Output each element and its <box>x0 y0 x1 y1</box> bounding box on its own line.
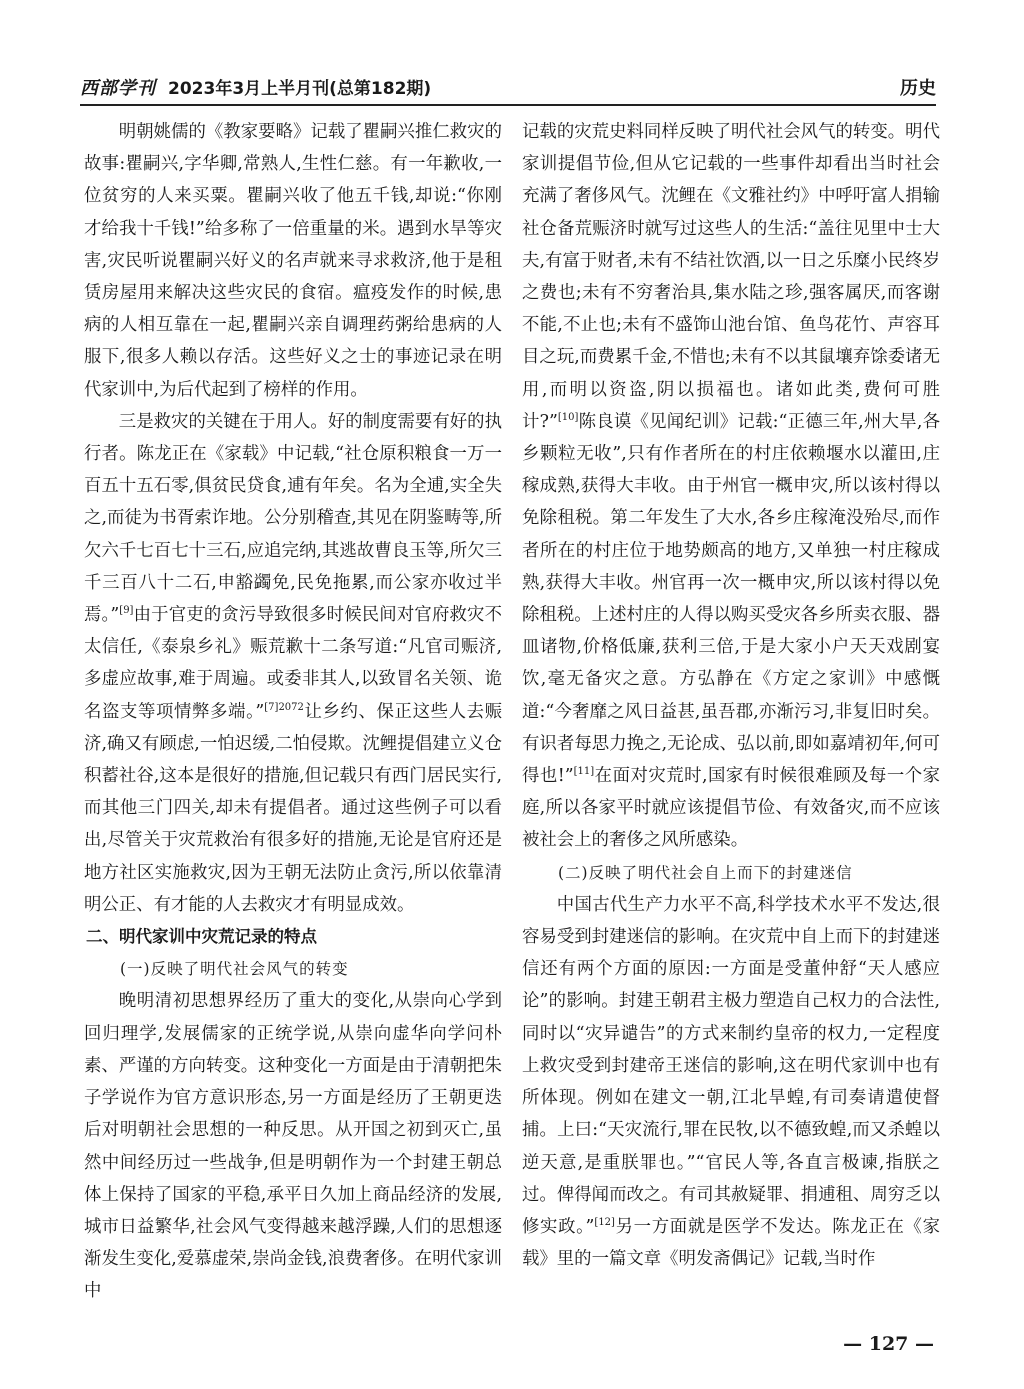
citation: [12] <box>594 1217 615 1229</box>
section-label: 历史 <box>900 78 936 99</box>
paragraph-text: 中国古代生产力水平不高,科学技术水平不发达,很容易受到封建迷信的影响。在灾荒中自上而下的封建迷信还有两个方面的原因:一方面是受董仲舒“天人感应论”的影响。封建王朝君主极力塑造自己权力的合法性,同时以“灾异谴告”的方式来制约皇帝的权力,一定程度上救灾受到封建帝王迷信的影响,这在明代家训中也有所体现。例如在建文一朝,江北旱蝗,有司奏请遣使督捕。上曰:“天灾流行,罪在民牧,以不德致蝗,而又杀蝗以逆天意,是重朕罪也。”“官民人等,各直言极谏,指朕之过。俾得闻而改之。有司其赦疑罪、捐逋租、周穷乏以修实政。” <box>522 894 940 1237</box>
citation: [9] <box>119 605 134 617</box>
paragraph-text: 让乡约、保正这些人去赈济,确又有顾虑,一怕迟缓,二怕侵欺。沈鲤提倡建立义仓积蓄社谷,这本是很好的措施,但记载只有西门居民实行,而其他三门四关,却未有提倡者。通过这些例子可以看出,尽管关于灾荒救治有很多好的措施,无论是官府还是地方社区实施救灾,因为王朝无法防止贪污,所以依靠清明公正、有才能的人去救灾才有明显成效。 <box>84 701 502 915</box>
journal-logo: 西部学刊 <box>80 78 156 99</box>
paragraph-text: 由于官吏的贪污导致很多时候民间对官府救灾不太信任,《泰泉乡礼》赈荒歉十二条写道:“凡官司赈济,多虚应故事,难于周遍。或委非其人,以致冒名关领、诡名盗支等项情弊多端。” <box>84 605 502 722</box>
paragraph-text: 另一方面就是医学不发达。陈龙正在《家载》里的一篇文章《明发斋偶记》记载,当时作 <box>522 1216 940 1270</box>
left-column <box>84 116 502 1308</box>
subsection-heading: (二)反映了明代社会自上而下的封建迷信 <box>558 863 853 882</box>
right-column <box>522 116 940 1275</box>
paragraph-text: 陈良谟《见闻纪训》记载:“正德三年,州大旱,各乡颗粒无收”,只有作者所在的村庄依赖堰水以灌田,庄稼成熟,获得大丰收。由于州官一概申灾,所以该村得以免除租税。第二年发生了大水,各乡庄稼淹没殆尽,而作者所在的村庄位于地势颇高的地方,又单独一村庄稼成熟,获得大丰收。州官再一次一概申灾,所以该村得以免除租税。上述村庄的人得以购买受灾各乡所卖衣服、器皿诸物,价格低廉,获利三倍,于是大家小户天天戏剧宴饮,毫无备灾之意。方弘静在《方定之家训》中感慨道:“今奢靡之风日益甚,虽吾郡,亦渐污习,非复旧时矣。有识者每思力挽之,无论成、弘以前,即如嘉靖初年,何可得也!” <box>522 411 941 787</box>
page-number: — 127 — <box>843 1333 934 1355</box>
paragraph <box>84 985 502 1307</box>
paragraph <box>522 889 940 1275</box>
paragraph-text: 三是救灾的关键在于用人。好的制度需要有好的执行者。陈龙正在《家载》中记载,“社仓原积粮食一万一百五十五石零,俱贫民贷食,逋有年矣。名为全逋,实全失之,而徒为书胥索诈地。公分别稽查,其见在阴鉴畴等,所欠六千七百七十三石,应追完纳,其逃故曹良玉等,所欠三千三百八十二石,申豁蠲免,民免拖累,而公家亦收过半焉。” <box>84 411 502 626</box>
paragraph-text: 在面对灾荒时,国家有时候很难顾及每一个家庭,所以各家平时就应该提倡节俭、有效备灾,而不应该被社会上的奢侈之风所感染。 <box>522 766 940 851</box>
citation: [11] <box>573 766 595 778</box>
paragraph-text: 记载的灾荒史料同样反映了明代社会风气的转变。明代家训提倡节俭,但从它记载的一些事件却看出当时社会充满了奢侈风气。沈鲤在《文雅社约》中呼吁富人捐输社仓备荒赈济时就写过这些人的生活:“盖往见里中士大夫,有富于财者,未有不结社饮酒,以一日之乐糜小民终岁之费也;未有不穷奢治具,集水陆之珍,强客属厌,而客谢不能,不止也;未有不盛饰山池台馆、鱼鸟花竹、声容耳目之玩,而费累千金,不惜也;未有不以其鼠壤弃馀委诸无用,而明以资盗,阴以损福也。诸如此类,费何可胜计?” <box>522 122 940 432</box>
citation: [7]2072 <box>264 701 304 713</box>
section-heading: 二、明代家训中灾荒记录的特点 <box>86 927 317 947</box>
citation: [10] <box>557 412 579 424</box>
paragraph <box>84 406 502 921</box>
paragraph <box>522 116 940 857</box>
issue-info: 2023年3月上半月刊(总第182期) <box>168 79 432 99</box>
paragraph-text: 晚明清初思想界经历了重大的变化,从崇向心学到回归理学,发展儒家的正统学说,从崇向虚华向学问朴素、严谨的方向转变。这种变化一方面是由于清朝把朱子学说作为官方意识形态,另一方面是经历了王朝更迭后对明朝社会思想的一种反思。从开国之初到灭亡,虽然中间经历过一些战争,但是明朝作为一个封建王朝总体上保持了国家的平稳,承平日久加上商品经济的发展,城市日益繁华,社会风气变得越来越浮躁,人们的思想逐渐发生变化,爱慕虚荣,崇尚金钱,浪费奢侈。在明代家训中 <box>84 991 502 1302</box>
subsection-heading: (一)反映了明代社会风气的转变 <box>120 960 349 979</box>
paragraph <box>84 116 502 406</box>
paragraph-text: 明朝姚儒的《教家要略》记载了瞿嗣兴推仁救灾的故事:瞿嗣兴,字华卿,常熟人,生性仁慈。有一年歉收,一位贫穷的人来买粟。瞿嗣兴收了他五千钱,却说:“你刚才给我十千钱!”给多称了一倍重量的米。遇到水旱等灾害,灾民听说瞿嗣兴好义的名声就来寻求救济,他于是租赁房屋用来解决这些灾民的食宿。瘟疫发作的时候,患病的人相互靠在一起,瞿嗣兴亲自调理药粥给患病的人服下,很多人赖以存活。这些好义之士的事迹记录在明代家训中,为后代起到了榜样的作用。 <box>84 122 502 400</box>
running-header <box>80 68 936 106</box>
